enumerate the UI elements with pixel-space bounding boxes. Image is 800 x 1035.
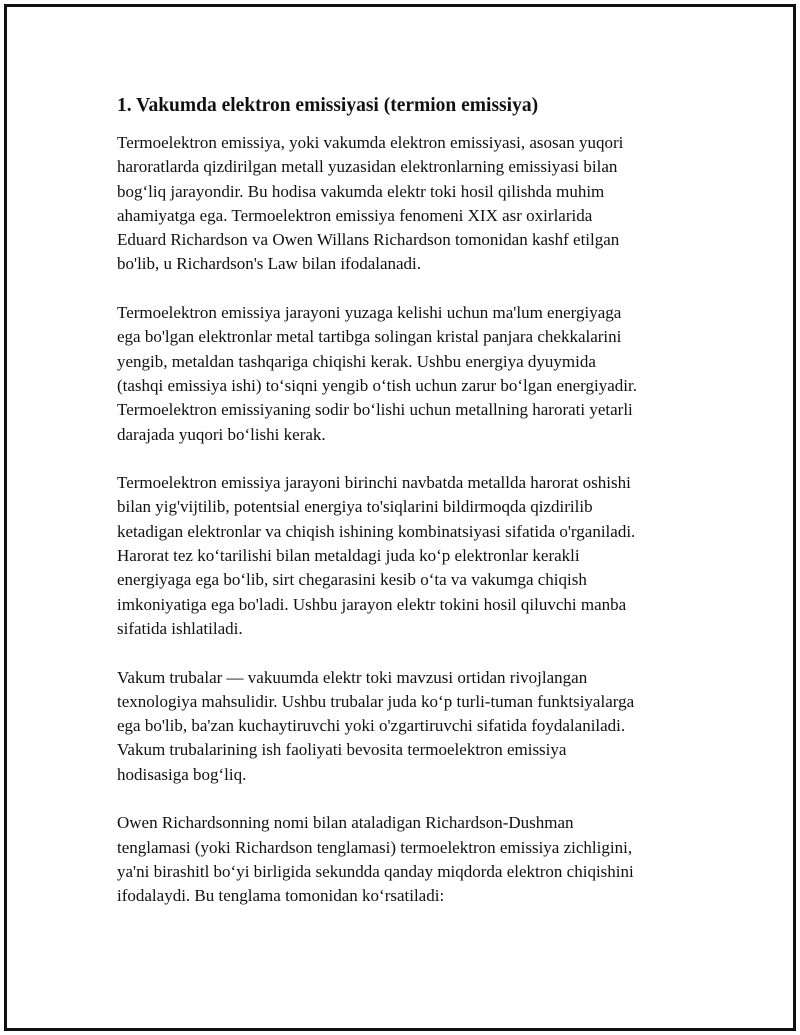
document-body <box>117 94 687 933</box>
section-heading: 1. Vakumda elektron emissiyasi (termion emissiya) <box>117 95 539 116</box>
paragraph-emission-conditions: Termoelektron emissiya jarayoni yuzaga kelishi uchun ma'lum energiyaga ega bo'lgan elektronlar metal tartibga solingan kristal panjara chekkalarini yengib, metaldan tashqariga chiqishi kerak. Ushbu energiya dyuymida (tashqi emissiya ishi) to‘siqni yengib o‘tish uchun zarur bo‘lgan energiyadir. Termoelektron emissiyaning sodir bo‘lishi uchun metallning harorati yetarli darajada yuqori bo‘lishi kerak. <box>117 303 637 444</box>
paragraph-vacuum-tubes: Vakum trubalar — vakuumda elektr toki mavzusi ortidan rivojlangan texnologiya mahsulidir. Ushbu trubalar juda ko‘p turli-tuman funktsiyalarga ega bo'lib, ba'zan kuchaytiruvchi yoki o'zgartiruvchi sifatida foydalaniladi. Vakum trubalarining ish faoliyati bevosita termoelektron emissiya hodisasiga bog‘liq. <box>117 667 635 784</box>
paragraph-emission-process: Termoelektron emissiya jarayoni birinchi navbatda metallda harorat oshishi bilan yig'vijtilib, potentsial energiya to'siqlarini bildirmoqda qizdirilib ketadigan elektronlar va chiqish ishining kombinatsiyasi sifatida o'rganiladi. Harorat tez ko‘tarilishi bilan metaldagi juda ko‘p elektronlar kerakli energiyaga ega bo‘lib, sirt chegarasini kesib o‘ta va vakumga chiqish imkoniyatiga ega bo'ladi. Ushbu jarayon elektr tokini hosil qiluvchi manba sifatida ishlatiladi. <box>117 473 636 638</box>
paragraph-intro: Termoelektron emissiya, yoki vakumda elektron emissiyasi, asosan yuqori haroratlarda qizdirilgan metall yuzasidan elektronlarning emissiyasi bilan bog‘liq jarayondir. Bu hodisa vakumda elektr toki hosil qilishda muhim ahamiyatga ega. Termoelektron emissiya fenomeni XIX asr oxirlarida Eduard Richardson va Owen Willans Richardson tomonidan kashf etilgan bo'lib, u Richardson's Law bilan ifodalanadi. <box>117 133 624 274</box>
paragraph-richardson-equation: Owen Richardsonning nomi bilan ataladigan Richardson-Dushman tenglamasi (yoki Richardson tenglamasi) termoelektron emissiya zichligini, ya'ni birashitl bo‘yi birligida sekundda qanday miqdorda elektron chiqishini ifodalaydi. Bu tenglama tomonidan ko‘rsatiladi: <box>117 813 634 906</box>
